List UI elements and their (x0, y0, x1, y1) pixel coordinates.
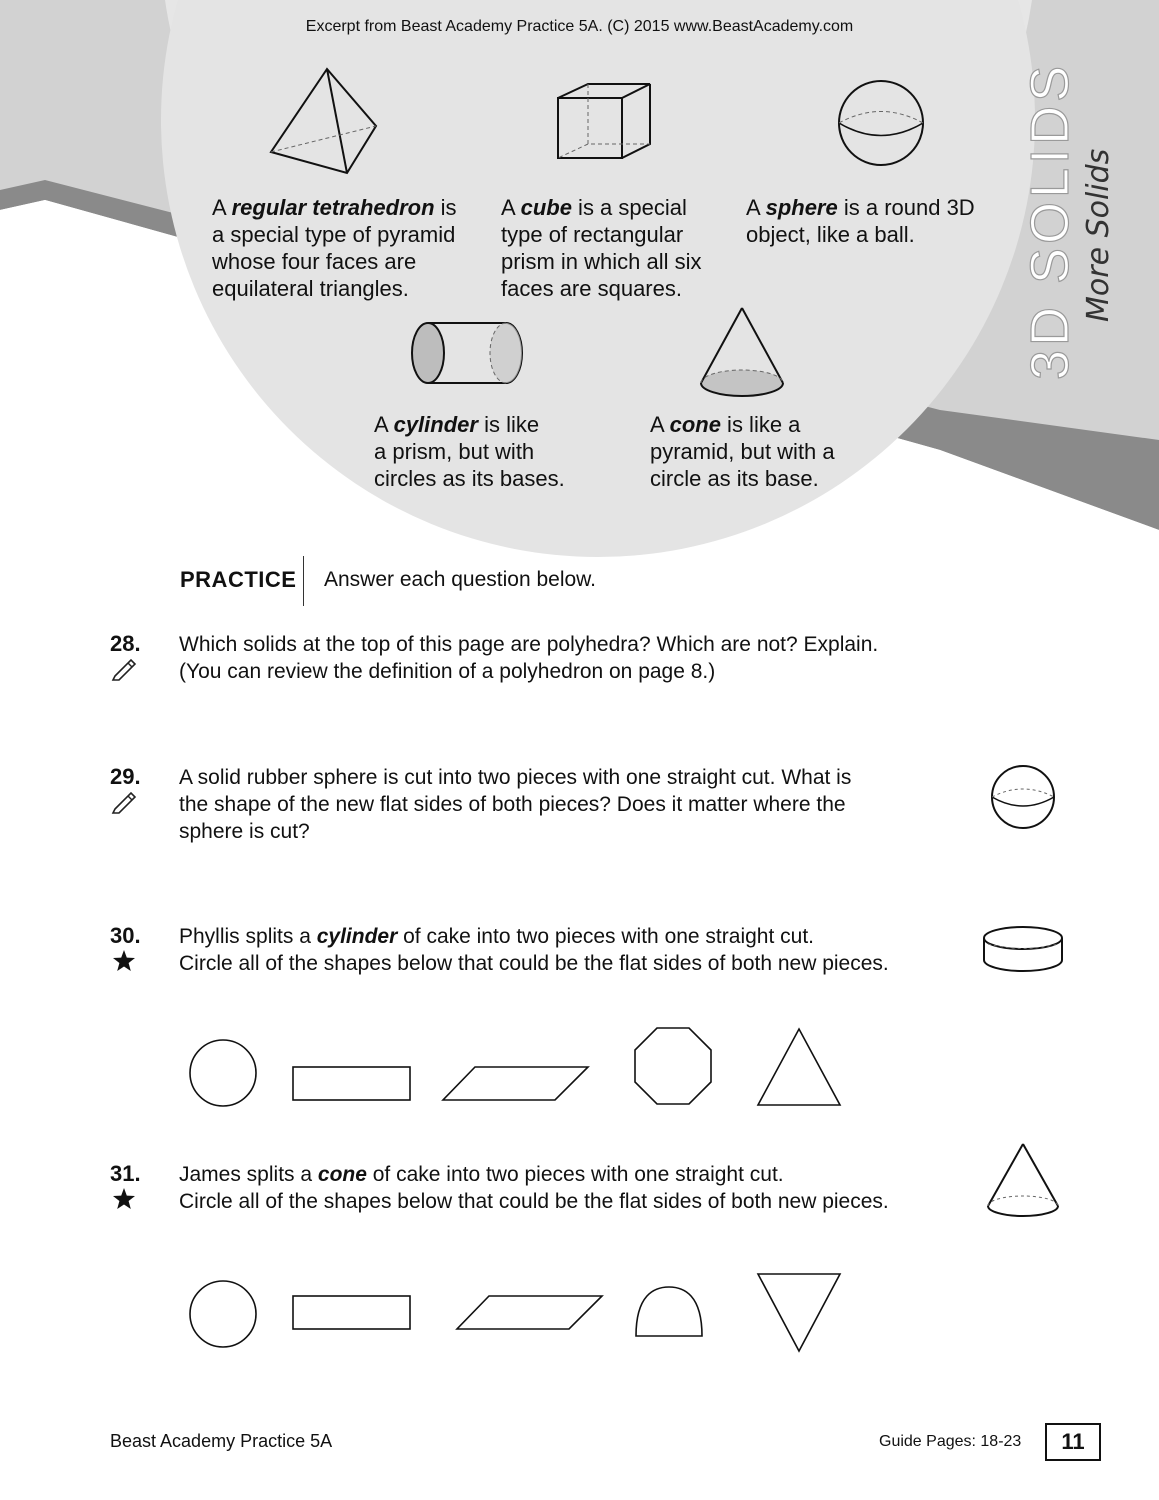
practice-label: PRACTICE (180, 567, 297, 592)
section-title-main: 3D SOLIDS (1020, 61, 1080, 380)
term-cone: cone (317, 1163, 367, 1186)
inverted-triangle-shape-option[interactable] (756, 1272, 842, 1354)
footer-book-title: Beast Academy Practice 5A (110, 1431, 333, 1451)
page-number: 11 (1045, 1423, 1101, 1461)
cube-figure (556, 82, 654, 162)
parallelogram-shape-option[interactable] (456, 1295, 604, 1331)
question-29-text: A solid rubber sphere is cut into two pieces with one straight cut. What is the shape of the new flat sides of both pieces? Does it matter where the sphere is cut? (179, 766, 852, 843)
practice-divider (303, 556, 304, 606)
term-cube: cube (520, 195, 572, 220)
triangle-shape-option[interactable] (756, 1027, 842, 1107)
rectangle-shape-option[interactable] (292, 1295, 412, 1331)
star-icon (112, 949, 136, 973)
sphere-figure (990, 765, 1056, 829)
question-31-number: 31. (110, 1161, 141, 1186)
term-cylinder: cylinder (316, 925, 398, 948)
question-30-text: Phyllis splits a cylinder of cake into two pieces with one straight cut. Circle all of the shapes below that could be the flat sides of both new pieces. (179, 925, 889, 975)
footer-guide-pages: Guide Pages: 18-23 (879, 1433, 1022, 1450)
tetrahedron-description: A regular tetrahedron is a special type of pyramid whose four faces are equilateral triangles. (212, 195, 457, 301)
question-28-text: Which solids at the top of this page are polyhedra? Which are not? Explain. (You can review the definition of a polyhedron on page 8.) (179, 633, 879, 683)
octagon-shape-option[interactable] (633, 1026, 713, 1106)
pencil-icon (111, 657, 139, 683)
question-31-text: James splits a cone of cake into two pieces with one straight cut. Circle all of the shapes below that could be the flat sides of both new pieces. (179, 1163, 889, 1213)
circle-shape-option[interactable] (188, 1279, 258, 1349)
cylinder-description: A cylinder is like a prism, but with circles as its bases. (374, 412, 565, 491)
question-28-number: 28. (110, 631, 141, 656)
cylinder-cake-figure (982, 925, 1064, 975)
term-cylinder: cylinder (393, 412, 478, 437)
term-sphere: sphere (765, 195, 838, 220)
semicircle-shape-option[interactable] (634, 1285, 704, 1339)
circle-shape-option[interactable] (188, 1038, 258, 1108)
section-title-sub: More Solids (1081, 148, 1116, 322)
sphere-description: A sphere is a round 3D object, like a ball. (746, 195, 975, 247)
term-cone: cone (669, 412, 721, 437)
cone-description: A cone is like a pyramid, but with a circle as its base. (650, 412, 835, 491)
pencil-icon (111, 790, 139, 816)
cylinder-figure (410, 320, 526, 386)
tetrahedron-figure (268, 66, 380, 176)
rectangle-shape-option[interactable] (292, 1066, 412, 1102)
term-regular-tetrahedron: regular tetrahedron (231, 195, 435, 220)
sphere-figure (836, 78, 926, 168)
cone-figure (698, 305, 788, 399)
excerpt-note: Excerpt from Beast Academy Practice 5A. (C) 2015 www.BeastAcademy.com (305, 18, 854, 35)
star-icon (112, 1187, 136, 1211)
cube-description: A cube is a special type of rectangular prism in which all six faces are squares. (501, 195, 702, 301)
parallelogram-shape-option[interactable] (442, 1066, 590, 1102)
question-30-number: 30. (110, 923, 141, 948)
practice-instruction: Answer each question below. (324, 568, 597, 591)
section-title (1020, 60, 1120, 390)
cone-cake-figure (986, 1142, 1060, 1220)
question-29-number: 29. (110, 764, 141, 789)
